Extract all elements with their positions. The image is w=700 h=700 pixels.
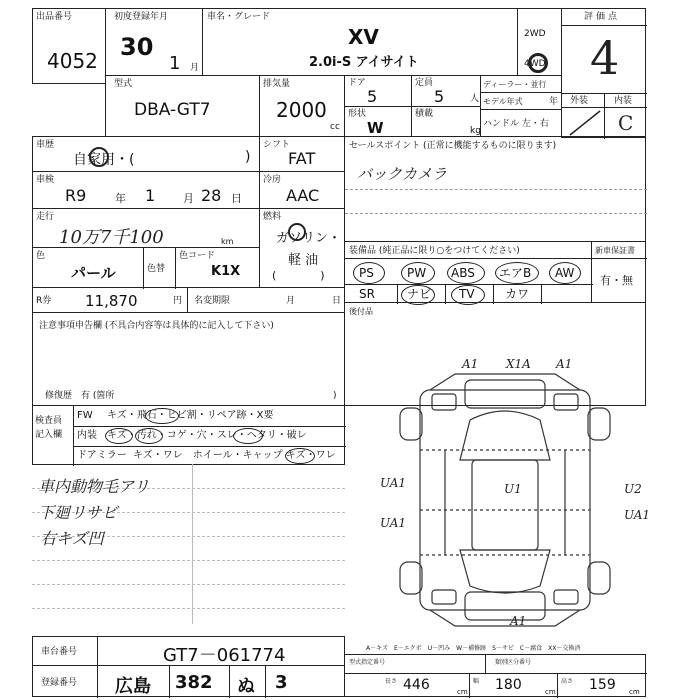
title-change-box (187, 287, 345, 313)
inspection-month: 1 (145, 186, 156, 205)
handle-box (480, 109, 562, 137)
after-market-label: 後付品 (349, 307, 373, 316)
warranty-value: 有・無 (600, 274, 633, 287)
first-reg-month-unit: 月 (190, 63, 200, 73)
equip-vdiv-3 (493, 284, 494, 304)
type-label: 型式 (114, 79, 133, 89)
fuel-paren: ( ) (272, 269, 325, 282)
usage-label: 車歴 (36, 140, 55, 150)
color-code-label: 色コード (179, 251, 216, 261)
shape-value: W (367, 119, 384, 137)
insp-row2-body: キズ・汚れ・コゲ・穴・スレ・ヘタリ・破レ (107, 430, 307, 441)
chassis-label: 車台番号 (41, 647, 78, 657)
registration-kana: ぬ (237, 676, 255, 697)
first-reg-box (105, 8, 203, 76)
inspection-label: 車検 (36, 175, 55, 185)
shift-label: シフト (263, 140, 291, 150)
insp-row3-body: キズ・ワレ ホイール・キャップ キズ・ワレ (133, 450, 336, 461)
notes-label: 注意事項申告欄 (不具合内容等は具体的に記入して下さい) (39, 321, 274, 331)
capacity-box (411, 75, 481, 107)
warranty-box (591, 241, 646, 303)
first-reg-month: 1 (169, 53, 181, 74)
spec-vdiv-1 (469, 673, 470, 698)
recycle-value: 11,870 (85, 292, 138, 310)
displacement-value: 2000 (276, 98, 327, 122)
registration-number: 3 (275, 672, 288, 693)
mark-left-upper: UA1 (380, 476, 407, 490)
insp-wheel-circle (285, 448, 315, 464)
first-reg-label: 初度登録年月 (114, 12, 169, 22)
shift-value: FAT (288, 149, 316, 168)
displacement-box (259, 75, 345, 137)
fuel-box (259, 208, 345, 288)
inspector-label-1: 検査員 (35, 416, 63, 426)
inspection-month-unit: 月 (183, 192, 194, 205)
title-change-label: 名変期限 (194, 296, 231, 306)
type-box (105, 75, 260, 137)
inspection-box (32, 171, 260, 209)
repair-label: 修復歴 有 (箇所 (45, 391, 115, 401)
mileage-label: 走行 (36, 212, 55, 222)
mileage-box (32, 208, 260, 248)
usage-value: 自家用・( (73, 152, 135, 168)
capacity-value: 5 (434, 87, 445, 106)
capacity-unit: 人 (470, 94, 480, 104)
fuel-value: ガソリン・ (276, 231, 342, 246)
registration-class: 382 (175, 672, 213, 693)
title-change-day: 日 (332, 296, 342, 306)
inspection-year-unit: 年 (115, 192, 126, 205)
equip-vdiv-2 (445, 284, 446, 304)
spec-vdiv-2 (557, 673, 558, 698)
note-line-4 (32, 560, 345, 561)
color-box (32, 247, 260, 288)
spec-height-unit: cm (629, 688, 640, 696)
sales-point-note: バックカメラ (357, 165, 448, 183)
note-line-5 (32, 584, 345, 585)
note-1: 車内動物毛アリ (38, 477, 150, 496)
dealer-box (480, 75, 562, 93)
exterior-label: 外装 (570, 96, 589, 106)
mileage-unit: km (221, 237, 234, 246)
mark-right-lower: UA1 (624, 508, 651, 522)
displacement-unit: cc (330, 122, 340, 132)
insp-row2-head: 内装 (77, 430, 97, 441)
equip-ps: PS (359, 266, 374, 280)
equip-vdiv-1 (397, 284, 398, 304)
loading-label: 積載 (415, 109, 434, 119)
drive-4wd-circle (528, 53, 548, 73)
type-cert-label: 型式指定番号 (349, 659, 386, 666)
insp-row1-head: FW (77, 410, 93, 421)
spec-length-unit: cm (457, 688, 468, 696)
usage-box (32, 136, 260, 172)
spec-length: 446 (403, 677, 430, 693)
note-vline (192, 464, 193, 624)
drive-4wd: 4WD (524, 59, 546, 69)
handwritten-area (32, 464, 345, 624)
doors-box (344, 75, 412, 107)
warranty-div (592, 258, 647, 259)
equip-airbag-circle (495, 262, 539, 284)
fuel-label: 燃料 (263, 212, 282, 222)
color-value: パール (71, 264, 116, 282)
equip-leather: カワ (505, 287, 530, 301)
reg-vdiv-4 (265, 666, 266, 698)
usage-circle (89, 147, 109, 167)
spec-height: 159 (589, 677, 616, 693)
reg-vdiv-2 (169, 666, 170, 698)
equip-ps-circle (353, 262, 385, 284)
model-label: 車名・グレード (207, 12, 271, 22)
insp-row3-head: ドアミラー (77, 450, 127, 461)
aircon-label: 冷房 (263, 175, 282, 185)
insp-rub-circle (233, 428, 263, 444)
model-year-unit: 年 (549, 97, 559, 107)
note-2: 下廻リサビ (38, 503, 118, 522)
drive-2wd: 2WD (524, 29, 546, 39)
lot-value: 4052 (47, 49, 98, 73)
recycle-box (32, 287, 188, 313)
spec-vdiv-top (485, 655, 486, 673)
inspection-day-unit: 日 (231, 192, 242, 205)
recycle-unit: 円 (173, 296, 183, 306)
damage-legend: A－キズ E－エクボ U－凹み W－補修跡 S－サビ C－腐食 XX－交換済 (366, 645, 581, 652)
insp-hdiv-1 (73, 426, 346, 427)
inspector-label-2: 記入欄 (35, 430, 63, 440)
score-divider (562, 25, 647, 26)
recycle-label: R券 (36, 296, 52, 306)
type-value: DBA-GT7 (134, 100, 211, 120)
model-year-box (480, 92, 562, 110)
model-grade: 2.0i-S アイサイト (309, 55, 419, 70)
mark-right-upper: U2 (624, 482, 642, 496)
doors-value: 5 (367, 87, 378, 106)
equipment-box (344, 241, 592, 303)
spec-height-label: 高さ (561, 678, 574, 685)
sales-line-2 (345, 213, 647, 214)
equip-aw-circle (549, 262, 581, 284)
model-year-label: モデル年式 (483, 97, 523, 106)
shape-box (344, 106, 412, 137)
reg-vdiv-3 (229, 666, 230, 698)
loading-box (411, 106, 481, 137)
interior-value: C (618, 111, 634, 135)
aircon-box (259, 171, 345, 209)
lot-label: 出品番号 (36, 12, 73, 22)
drive-box (517, 8, 562, 76)
color-label: 色 (36, 251, 46, 261)
score-label: 評価点 (584, 12, 621, 22)
spec-width: 180 (495, 677, 522, 693)
insp-vdiv (73, 406, 74, 466)
lot-box (32, 8, 106, 84)
color-change-label: 色替 (147, 264, 166, 274)
first-reg-year: 30 (120, 33, 154, 61)
mark-rear: A1 (510, 614, 527, 628)
color-code: K1X (211, 264, 241, 279)
model-box (202, 8, 518, 76)
score-box (561, 8, 646, 138)
class-code-label: 類別区分番号 (495, 659, 532, 666)
equip-navi: ナビ (407, 287, 432, 301)
mark-front-center: X1A (506, 357, 531, 371)
handle-label: ハンドル 左・右 (483, 119, 549, 129)
title-change-month: 月 (286, 296, 296, 306)
mark-left-lower: UA1 (380, 516, 407, 530)
insp-scratch-circle (105, 428, 133, 444)
spec-width-unit: cm (545, 688, 556, 696)
equipment-label: 装備品 (純正品に限り○をつけてください) (349, 246, 520, 256)
interior-label: 内装 (614, 96, 633, 106)
spec-hdiv (345, 673, 647, 674)
insp-stone-circle (145, 408, 179, 424)
chassis-box (32, 636, 345, 666)
chassis-vdiv (97, 637, 98, 667)
displacement-label: 排気量 (263, 79, 291, 89)
chassis-value: GT7－061774 (163, 645, 286, 666)
registration-label: 登録番号 (41, 678, 78, 688)
mark-front-right: A1 (556, 357, 573, 371)
score-value: 4 (590, 31, 620, 85)
equip-abs: ABS (451, 266, 475, 280)
notes-box (32, 312, 345, 406)
insp-hdiv-2 (73, 446, 346, 447)
equip-pw: PW (407, 266, 427, 280)
inspection-day: 28 (201, 186, 222, 205)
spec-box (344, 654, 646, 697)
model-name: XV (348, 25, 379, 49)
equip-div (345, 258, 593, 259)
inspection-era: R9 (65, 186, 87, 205)
usage-close: ) (245, 149, 251, 165)
equip-airbag: エアB (499, 266, 532, 280)
score-vdivider (604, 93, 605, 139)
warranty-label: 新車保証書 (595, 246, 635, 255)
inspector-box (32, 405, 345, 465)
registration-region: 広島 (115, 676, 151, 697)
mark-roof: U1 (504, 482, 522, 496)
capacity-label: 定員 (415, 78, 434, 88)
aircon-value: AAC (286, 186, 320, 205)
equip-vdiv-4 (541, 284, 542, 304)
registration-box (32, 665, 345, 697)
exterior-slash (566, 109, 602, 137)
mileage-value: 10万7千100 (59, 227, 164, 248)
equip-tv: TV (459, 287, 475, 301)
equip-aw: AW (555, 266, 575, 280)
fuel-alt: 軽 油 (288, 253, 319, 268)
dealer-label: ディーラー・並行 (483, 80, 547, 89)
shape-label: 形状 (348, 109, 367, 119)
spec-length-label: 長さ (385, 678, 398, 685)
equip-pw-circle (401, 262, 435, 284)
mark-front-left: A1 (462, 357, 479, 371)
spec-width-label: 幅 (473, 678, 480, 685)
sales-line-1 (345, 189, 647, 190)
repair-close: ) (333, 391, 337, 401)
equip-abs-circle (447, 262, 485, 284)
insp-stain-circle (135, 428, 163, 444)
insp-row1-body: キズ・飛石・ヒビ割・リペア跡・X要 (107, 410, 274, 421)
sales-point-box (344, 136, 646, 242)
color-vdiv (143, 248, 144, 289)
color-vdiv-2 (175, 248, 176, 289)
fuel-circle (288, 223, 306, 241)
reg-vdiv (97, 666, 98, 698)
loading-unit: kg (470, 126, 481, 136)
sales-point-label: セールスポイント (正常に機能するものに限ります) (349, 141, 557, 151)
doors-label: ドア (348, 78, 366, 88)
note-3: 右キズ凹 (40, 529, 104, 548)
note-line-6 (32, 608, 345, 609)
equip-sr: SR (359, 287, 375, 301)
shift-box (259, 136, 345, 172)
